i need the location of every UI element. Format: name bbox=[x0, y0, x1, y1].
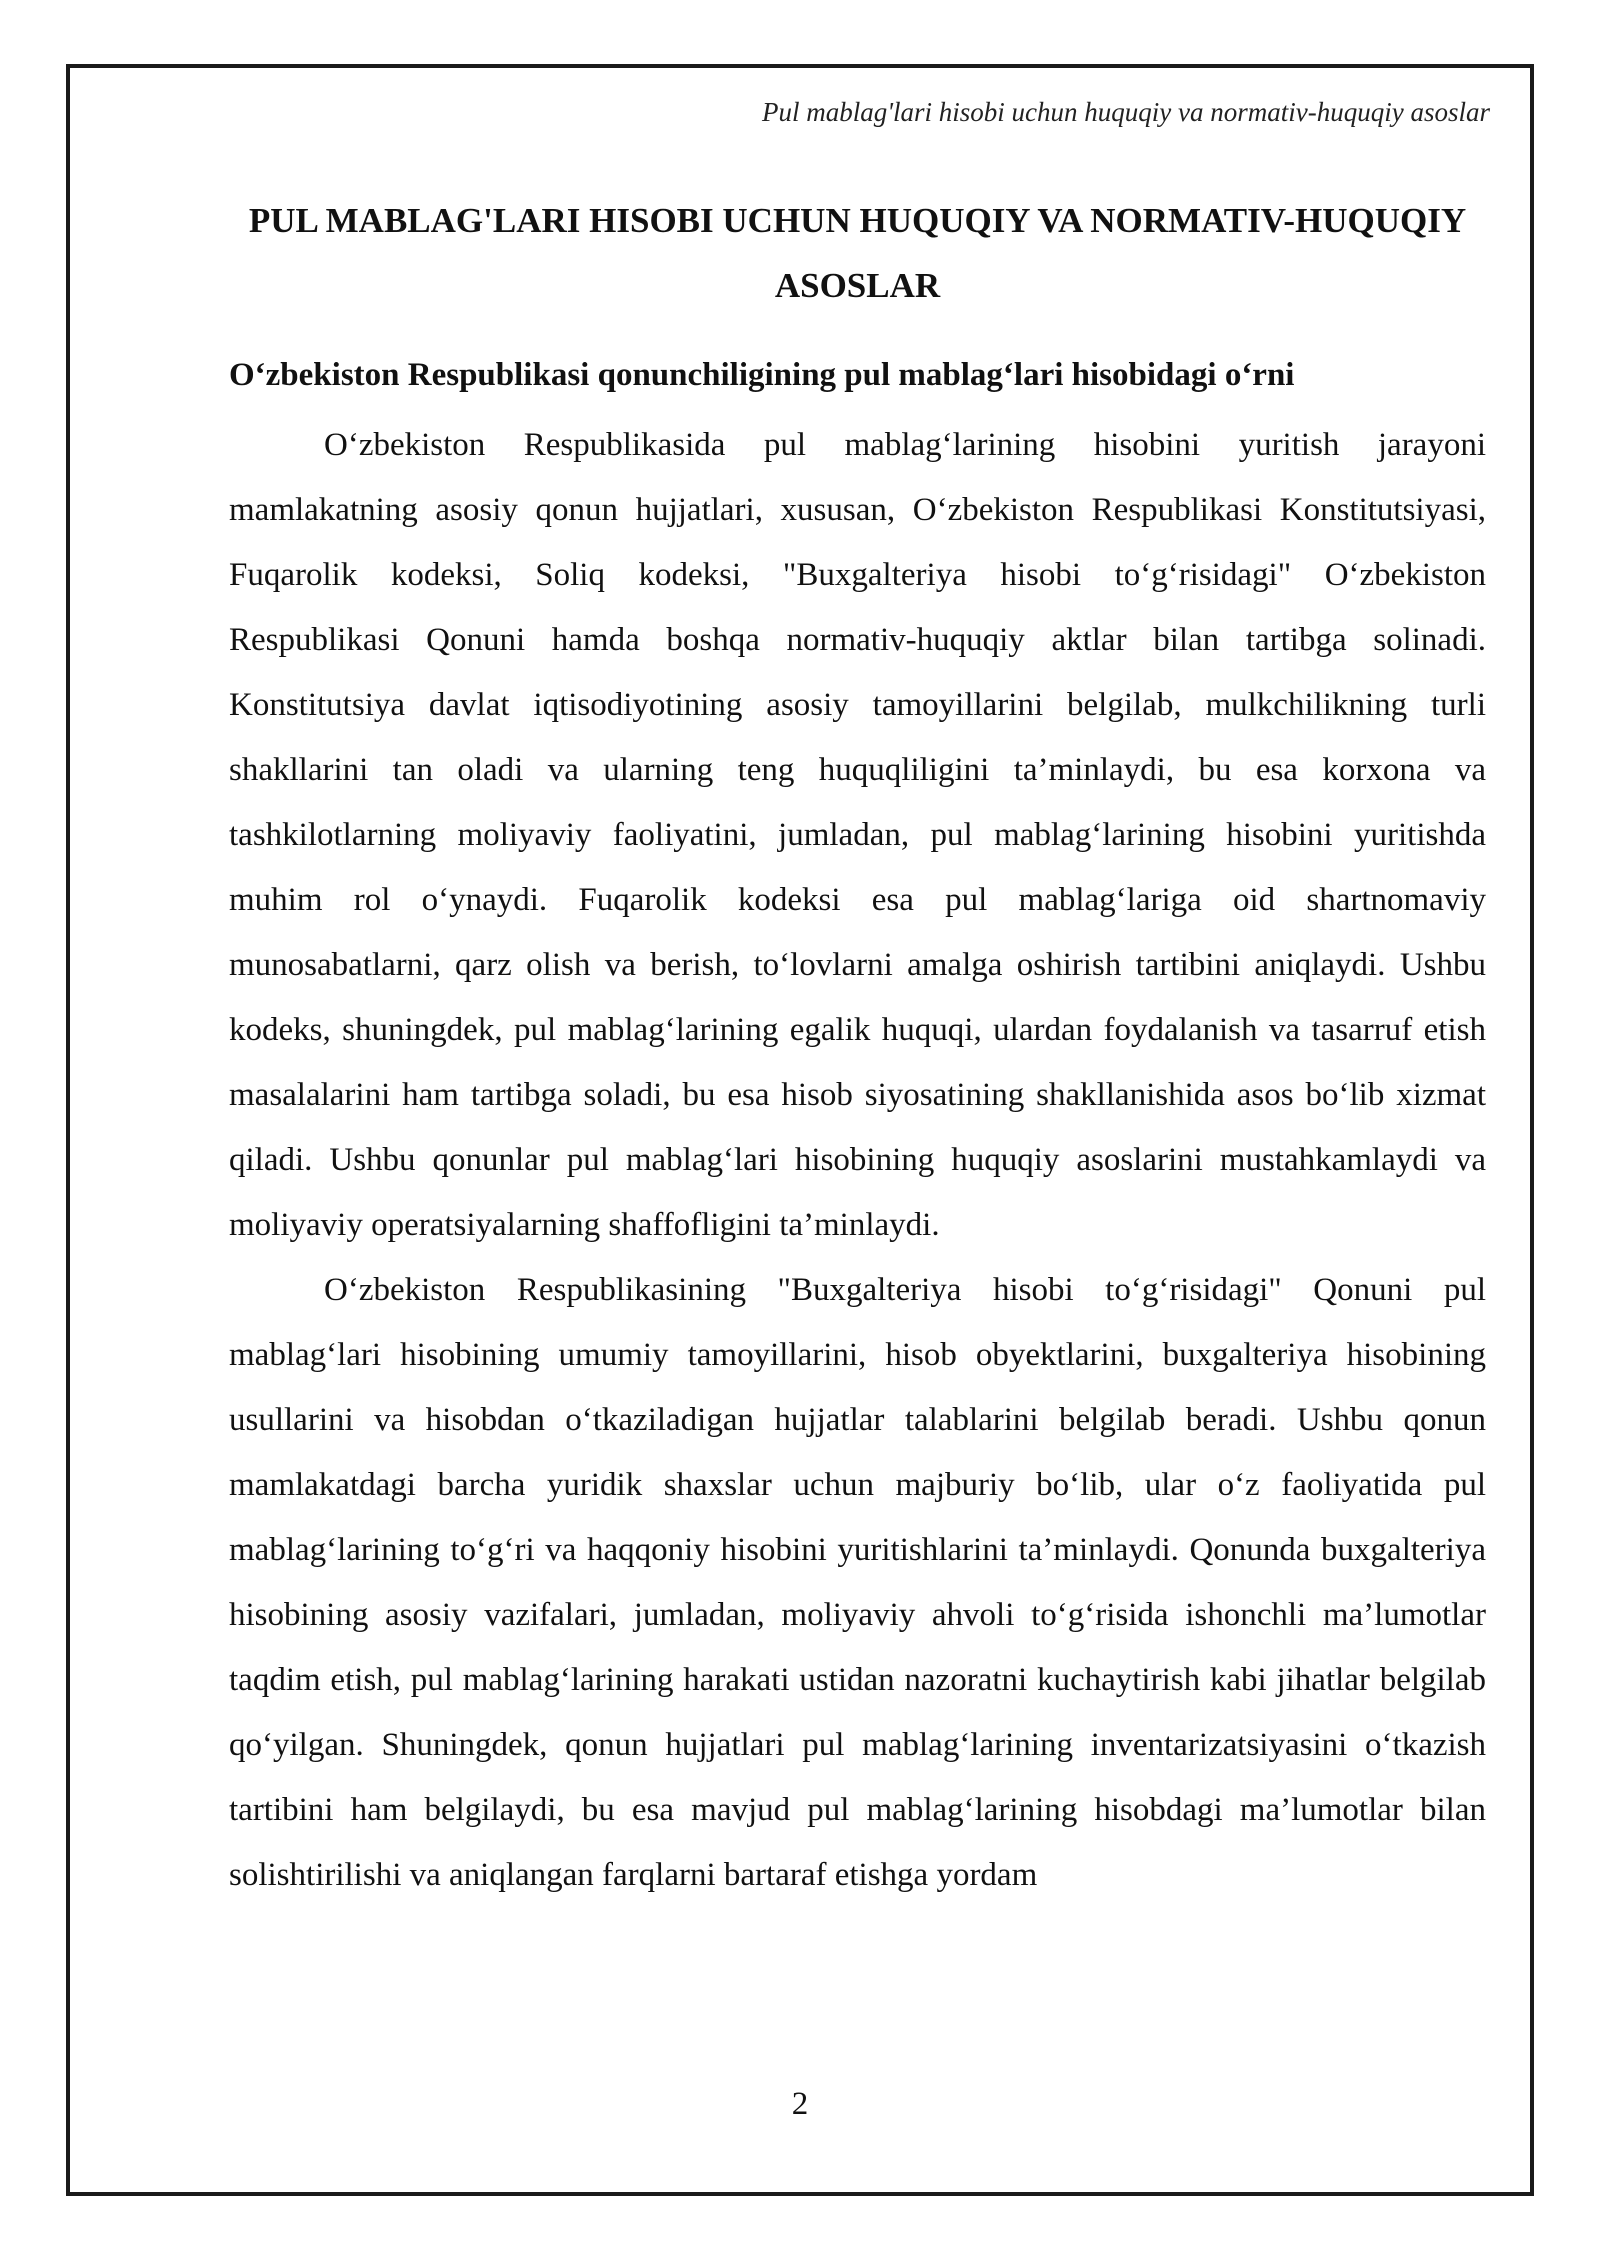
document-title: PUL MABLAG'LARI HISOBI UCHUN HUQUQIY VA NORMATIV-HUQUQIY ASOSLAR bbox=[248, 201, 1467, 305]
body-paragraph: O‘zbekiston Respublikasining "Buxgalteriya hisobi to‘g‘risidagi" Qonuni pul mablag‘lari hisobining umumiy tamoyillarini, hisob obyektlarini, buxgalteriya hisobining usullarini va hisobdan o‘tkaziladigan hujjatlar talablarini belgilab beradi. Ushbu qonun mamlakatdagi barcha yuridik shaxslar uchun majburiy bo‘lib, ular o‘z faoliyatida pul mablag‘larining to‘g‘ri va haqqoniy hisobini yuritishlarini ta’minlaydi. Qonunda buxgalteriya hisobining asosiy vazifalari, jumladan, moliyaviy ahvoli to‘g‘risida ishonchli ma’lumotlar taqdim etish, pul mablag‘larining harakati ustidan nazoratni kuchaytirish kabi jihatlar belgilab qo‘yilgan. Shuningdek, qonun hujjatlari pul mablag‘larining inventarizatsiyasini o‘tkazish tartibini ham belgilaydi, bu esa mavjud pul mablag‘larining hisobdagi ma’lumotlar bilan solishtirilishi va aniqlangan farqlarni bartaraf etishga yordam bbox=[229, 1272, 1486, 1893]
body-paragraph: O‘zbekiston Respublikasida pul mablag‘larining hisobini yuritish jarayoni mamlakatning asosiy qonun hujjatlari, xususan, O‘zbekiston Respublikasi Konstitutsiyasi, Fuqarolik kodeksi, Soliq kodeksi, "Buxgalteriya hisobi to‘g‘risidagi" O‘zbekiston Respublikasi Qonuni hamda boshqa normativ-huquqiy aktlar bilan tartibga solinadi. Konstitutsiya davlat iqtisodiyotining asosiy tamoyillarini belgilab, mulkchilikning turli shakllarini tan oladi va ularning teng huquqliligini ta’minlaydi, bu esa korxona va tashkilotlarning moliyaviy faoliyatini, jumladan, pul mablag‘larining hisobini yuritishda muhim rol o‘ynaydi. Fuqarolik kodeksi esa pul mablag‘lariga oid shartnomaviy munosabatlarni, qarz olish va berish, to‘lovlarni amalga oshirish tartibini aniqlaydi. Ushbu kodeks, shuningdek, pul mablag‘larining egalik huquqi, ulardan foydalanish va tasarruf etish masalalarini ham tartibga soladi, bu esa hisob siyosatining shakllanishida asos bo‘lib xizmat qiladi. Ushbu qonunlar pul mablag‘lari hisobining huquqiy asoslarini mustahkamlaydi va moliyaviy operatsiyalarning shaffofligini ta’minlaydi. bbox=[229, 427, 1486, 1243]
running-header: Pul mablag'lari hisobi uchun huquqiy va normativ-huquqiy asoslar bbox=[762, 97, 1490, 127]
section-heading: O‘zbekiston Respublikasi qonunchiligining pul mablag‘lari hisobidagi o‘rni bbox=[229, 357, 1295, 393]
page-content bbox=[229, 188, 1486, 1908]
page-number: 2 bbox=[791, 2086, 809, 2122]
